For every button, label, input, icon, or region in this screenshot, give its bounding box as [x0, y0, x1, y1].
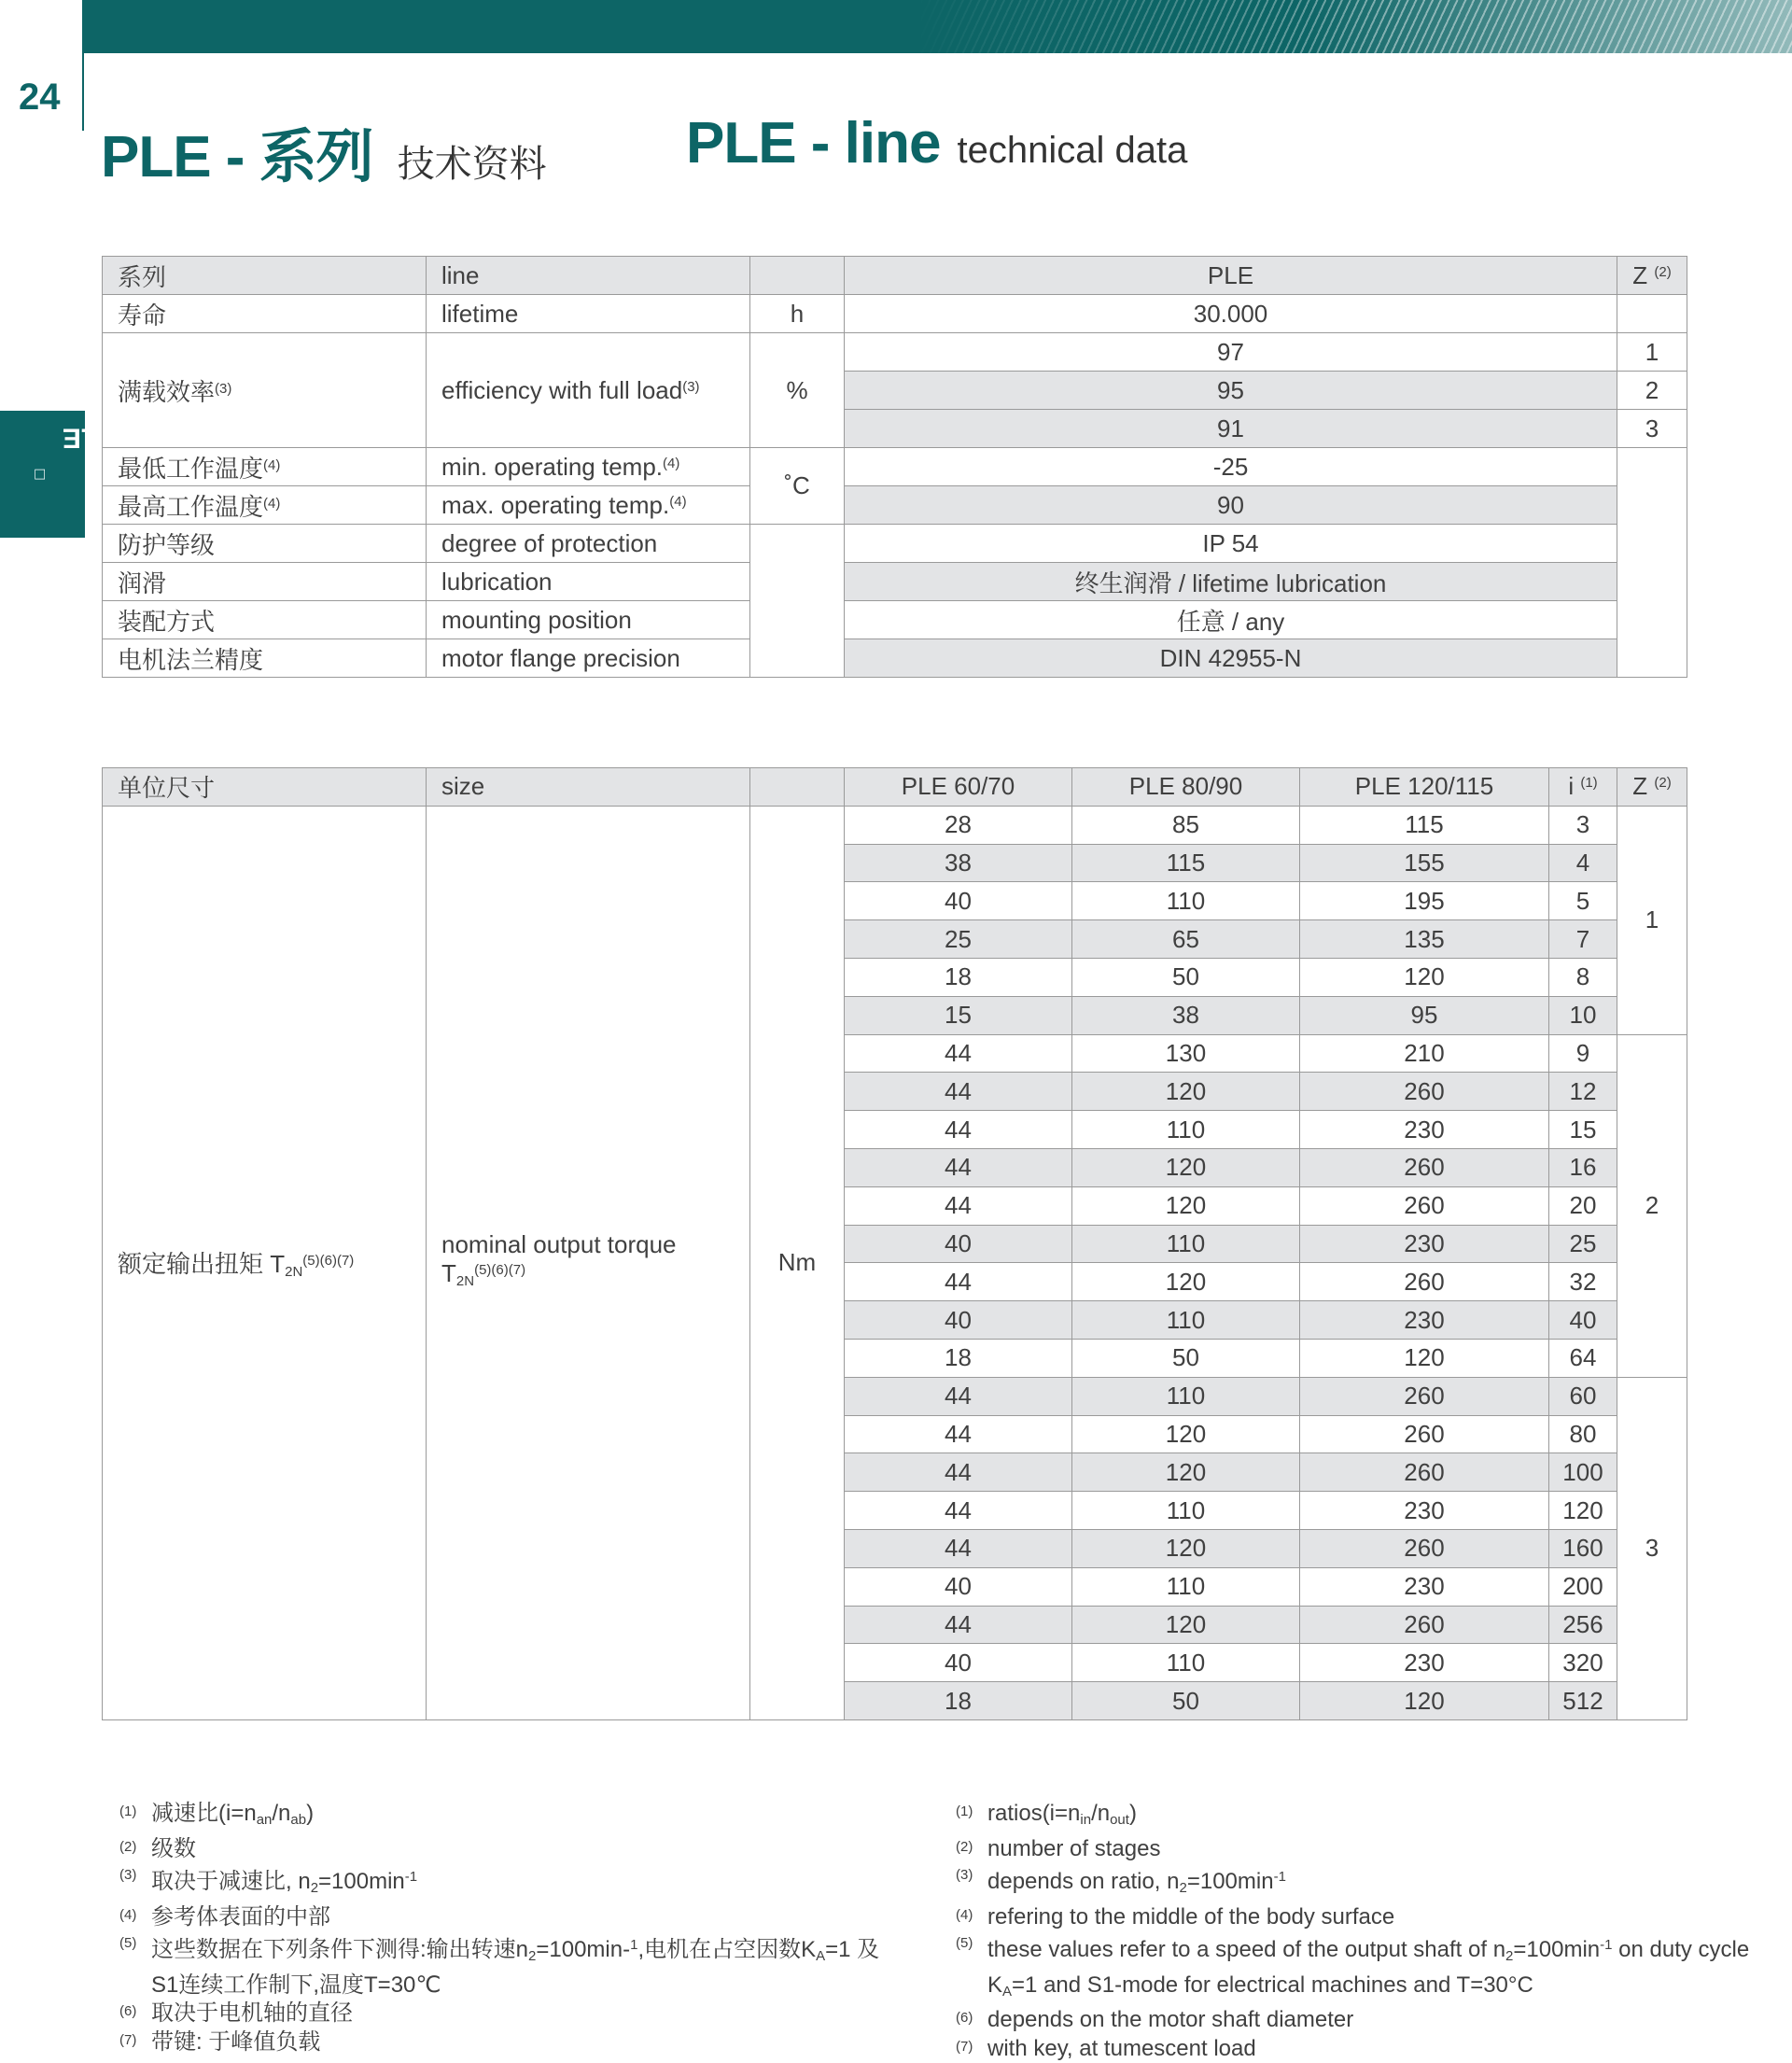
spec-header-cn: 系列: [103, 257, 427, 295]
torque-cell-ple80: 120: [1072, 1606, 1300, 1644]
torque-header-z: Z $^{(2)}$: [1617, 768, 1687, 807]
spec-cell-unit: [750, 525, 845, 678]
spec-cell-z: 1: [1617, 333, 1687, 372]
torque-cell-ple80: 110: [1072, 882, 1300, 920]
torque-header-i: i $^{(1)}$: [1549, 768, 1617, 807]
spec-cell-value: 终生润滑 / lifetime lubrication: [845, 563, 1617, 601]
torque-cell-ple60: 18: [845, 958, 1072, 996]
footnote: (1) 减速比$(i=n_{an}/n_{ab})$: [119, 1800, 894, 1835]
torque-cell-stages: 1: [1617, 806, 1687, 1034]
torque-cell-ple80: 120: [1072, 1148, 1300, 1186]
spec-cell-value: -25: [845, 448, 1617, 486]
footnotes-english: [956, 1800, 1777, 2063]
spec-header-z: Z $^{(2)}$: [1617, 257, 1687, 295]
torque-cell-ple80: 50: [1072, 1682, 1300, 1720]
spec-header-en: line: [427, 257, 750, 295]
torque-cell-ratio: 15: [1549, 1111, 1617, 1149]
torque-header-unit: [750, 768, 845, 807]
spec-row-min-temp: [103, 448, 1687, 486]
spec-cell-z: [1617, 295, 1687, 333]
spec-row-protection: [103, 525, 1687, 563]
torque-cell-ple60: 44: [845, 1492, 1072, 1530]
torque-cell-ratio: 80: [1549, 1415, 1617, 1453]
torque-cell-ple80: 110: [1072, 1377, 1300, 1415]
torque-cell-ple80: 65: [1072, 920, 1300, 959]
torque-cell-ple60: 44: [845, 1073, 1072, 1111]
torque-cell-ple120: 230: [1300, 1567, 1549, 1606]
side-tab-label: PLE □: [26, 470, 58, 480]
torque-cell-ple120: 195: [1300, 882, 1549, 920]
spec-row-lifetime: [103, 295, 1687, 333]
torque-cell-ple80: 110: [1072, 1492, 1300, 1530]
header-bar: [84, 0, 1792, 53]
footnote: (2) 级数: [119, 1835, 894, 1864]
footnote: (1) $ratios(i=n_{in}/n_{out})$: [956, 1800, 1777, 1835]
torque-cell-ple120: 260: [1300, 1186, 1549, 1225]
torque-cell-ratio: 3: [1549, 806, 1617, 844]
footnote: (3) 取决于减速比, $n_2=100\min^{-1}$: [119, 1863, 894, 1903]
torque-cell-ratio: 512: [1549, 1682, 1617, 1720]
torque-cell-ple60: 40: [845, 1301, 1072, 1340]
spec-cell-en: efficiency with full load$^{(3)}$: [427, 333, 750, 448]
torque-cell-ple120: 260: [1300, 1263, 1549, 1301]
torque-cell-ple120: 230: [1300, 1644, 1549, 1682]
torque-cell-ple80: 120: [1072, 1186, 1300, 1225]
spec-cell-value: DIN 42955-N: [845, 639, 1617, 678]
torque-header-ple60: PLE 60/70: [845, 768, 1072, 807]
torque-cell-ple80: 110: [1072, 1111, 1300, 1149]
footnote: (6) 取决于电机轴的直径: [119, 2000, 894, 2028]
footnote: (3) depends on ratio, $n_2=100\min^{-1}$: [956, 1863, 1777, 1903]
torque-label-en: nominal output torque $T_{2N}^{(5)(6)(7)}$: [427, 806, 750, 1719]
torque-cell-ple60: 40: [845, 882, 1072, 920]
torque-cell-ple60: 40: [845, 1644, 1072, 1682]
footnote: (5) these values refer to a speed of the output shaft of $n_2=100\min^{-1}$ on duty cycle $K_A=1$ and S1-mode for electrical machines and T=30°C: [956, 1931, 1777, 2006]
torque-cell-ple120: 260: [1300, 1377, 1549, 1415]
torque-cell-ratio: 12: [1549, 1073, 1617, 1111]
spec-cell-en: mounting position: [427, 601, 750, 639]
torque-cell-stages: 3: [1617, 1377, 1687, 1719]
torque-cell-ple60: 40: [845, 1567, 1072, 1606]
torque-cell-ratio: 7: [1549, 920, 1617, 959]
spec-cell-en: degree of protection: [427, 525, 750, 563]
spec-header-value: PLE: [845, 257, 1617, 295]
spec-cell-cn: 防护等级: [103, 525, 427, 563]
side-tab: [0, 411, 85, 538]
torque-cell-ple120: 95: [1300, 996, 1549, 1034]
torque-cell-ple80: 120: [1072, 1073, 1300, 1111]
torque-cell-ratio: 64: [1549, 1339, 1617, 1377]
spec-cell-en: lubrication: [427, 563, 750, 601]
spec-cell-cn: 最低工作温度$^{(4)}$: [103, 448, 427, 486]
torque-cell-ratio: 16: [1549, 1148, 1617, 1186]
spec-row-mounting: [103, 601, 1687, 639]
spec-cell-z: 3: [1617, 410, 1687, 448]
torque-cell-stages: 2: [1617, 1034, 1687, 1377]
footnote: (4) refering to the middle of the body surface: [956, 1903, 1777, 1932]
torque-cell-ple60: 18: [845, 1339, 1072, 1377]
torque-cell-ple120: 230: [1300, 1225, 1549, 1263]
torque-cell-ratio: 9: [1549, 1034, 1617, 1073]
spec-cell-cn: 装配方式: [103, 601, 427, 639]
torque-cell-ple60: 44: [845, 1415, 1072, 1453]
spec-cell-value: 97: [845, 333, 1617, 372]
torque-cell-ratio: 200: [1549, 1567, 1617, 1606]
torque-cell-ple80: 120: [1072, 1415, 1300, 1453]
torque-cell-ple120: 260: [1300, 1606, 1549, 1644]
spec-cell-value: 95: [845, 372, 1617, 410]
spec-cell-value: 91: [845, 410, 1617, 448]
spec-cell-value: 90: [845, 486, 1617, 525]
spec-cell-z: [1617, 448, 1687, 678]
torque-cell-ple80: 120: [1072, 1263, 1300, 1301]
page-number: 24: [19, 77, 61, 119]
torque-cell-ple120: 230: [1300, 1111, 1549, 1149]
spec-cell-unit: %: [750, 333, 845, 448]
title-cn-sub: 技术资料: [398, 144, 547, 185]
spec-cell-value: IP 54: [845, 525, 1617, 563]
footnote: (5) 这些数据在下列条件下测得:输出转速$n_2=100\min-^1$,电机在占空因数$K_A=1$ 及S1连续工作制下,温度T=30℃: [119, 1931, 894, 2000]
torque-header-ple120: PLE 120/115: [1300, 768, 1549, 807]
torque-cell-ple120: 135: [1300, 920, 1549, 959]
torque-cell-ratio: 20: [1549, 1186, 1617, 1225]
torque-cell-ratio: 40: [1549, 1301, 1617, 1340]
torque-cell-ratio: 8: [1549, 958, 1617, 996]
title-chinese: [101, 110, 547, 193]
spec-row-max-temp: [103, 486, 1687, 525]
spec-table: [102, 256, 1687, 678]
torque-cell-ple80: 110: [1072, 1567, 1300, 1606]
torque-cell-ple60: 15: [845, 996, 1072, 1034]
torque-cell-ple60: 40: [845, 1225, 1072, 1263]
footnotes-chinese: [119, 1800, 894, 2056]
torque-row: [103, 806, 1687, 844]
torque-cell-ratio: 4: [1549, 844, 1617, 882]
margin-rule: [82, 0, 84, 131]
torque-cell-ple60: 44: [845, 1148, 1072, 1186]
torque-cell-ple120: 260: [1300, 1148, 1549, 1186]
spec-cell-value: 任意 / any: [845, 601, 1617, 639]
spec-row-efficiency-1: [103, 333, 1687, 372]
torque-header-cn: 单位尺寸: [103, 768, 427, 807]
torque-cell-ple120: 115: [1300, 806, 1549, 844]
spec-header-row: [103, 257, 1687, 295]
spec-cell-z: 2: [1617, 372, 1687, 410]
torque-cell-ple80: 120: [1072, 1453, 1300, 1492]
spec-cell-en: lifetime: [427, 295, 750, 333]
torque-cell-ple80: 38: [1072, 996, 1300, 1034]
torque-cell-ple60: 28: [845, 806, 1072, 844]
spec-cell-unit: h: [750, 295, 845, 333]
torque-cell-ple60: 44: [845, 1377, 1072, 1415]
torque-cell-ple120: 230: [1300, 1301, 1549, 1340]
torque-cell-ple60: 44: [845, 1034, 1072, 1073]
torque-cell-ratio: 60: [1549, 1377, 1617, 1415]
spec-cell-en: max. operating temp.$^{(4)}$: [427, 486, 750, 525]
spec-cell-cn: 最高工作温度$^{(4)}$: [103, 486, 427, 525]
title-en-main: PLE - line: [686, 111, 940, 175]
torque-cell-ple60: 44: [845, 1186, 1072, 1225]
torque-cell-ple120: 260: [1300, 1073, 1549, 1111]
torque-header-row: [103, 768, 1687, 807]
spec-cell-value: 30.000: [845, 295, 1617, 333]
spec-cell-cn: 寿命: [103, 295, 427, 333]
title-en-sub: technical data: [957, 130, 1187, 171]
torque-cell-ratio: 256: [1549, 1606, 1617, 1644]
torque-cell-ratio: 5: [1549, 882, 1617, 920]
torque-cell-ple60: 25: [845, 920, 1072, 959]
header-fade: [1307, 0, 1792, 53]
spec-row-lubrication: [103, 563, 1687, 601]
torque-cell-ple60: 44: [845, 1606, 1072, 1644]
torque-cell-ratio: 10: [1549, 996, 1617, 1034]
torque-cell-ple60: 44: [845, 1529, 1072, 1567]
title-cn-main: PLE - 系列: [101, 125, 373, 189]
torque-cell-ple80: 120: [1072, 1529, 1300, 1567]
torque-cell-ratio: 120: [1549, 1492, 1617, 1530]
title-english: [686, 110, 1187, 176]
torque-cell-ple80: 50: [1072, 1339, 1300, 1377]
spec-cell-cn: 电机法兰精度: [103, 639, 427, 678]
torque-cell-ratio: 320: [1549, 1644, 1617, 1682]
torque-cell-ratio: 25: [1549, 1225, 1617, 1263]
footnote: (4) 参考体表面的中部: [119, 1903, 894, 1932]
torque-cell-ple80: 85: [1072, 806, 1300, 844]
torque-cell-ple80: 115: [1072, 844, 1300, 882]
torque-cell-ple120: 155: [1300, 844, 1549, 882]
torque-cell-ple120: 210: [1300, 1034, 1549, 1073]
torque-cell-ple80: 130: [1072, 1034, 1300, 1073]
torque-cell-ratio: 100: [1549, 1453, 1617, 1492]
torque-cell-ple120: 230: [1300, 1492, 1549, 1530]
torque-cell-ple120: 260: [1300, 1415, 1549, 1453]
torque-cell-ple80: 110: [1072, 1225, 1300, 1263]
torque-cell-ple120: 260: [1300, 1453, 1549, 1492]
spec-row-flange: [103, 639, 1687, 678]
torque-cell-ple80: 110: [1072, 1644, 1300, 1682]
spec-cell-cn: 满载效率$^{(3)}$: [103, 333, 427, 448]
spec-cell-cn: 润滑: [103, 563, 427, 601]
torque-cell-ratio: 160: [1549, 1529, 1617, 1567]
torque-label-cn: 额定输出扭矩 $T_{2N}^{(5)(6)(7)}$: [103, 806, 427, 1719]
footnote: (7) 带键: 于峰值负载: [119, 2028, 894, 2057]
torque-cell-ple120: 260: [1300, 1529, 1549, 1567]
torque-table: [102, 767, 1687, 1720]
footnote: (2) number of stages: [956, 1835, 1777, 1864]
torque-cell-ple60: 44: [845, 1111, 1072, 1149]
torque-cell-ple80: 50: [1072, 958, 1300, 996]
torque-cell-ple120: 120: [1300, 1682, 1549, 1720]
spec-cell-unit: ˚C: [750, 448, 845, 525]
torque-cell-ratio: 32: [1549, 1263, 1617, 1301]
torque-unit: Nm: [750, 806, 845, 1719]
footnote: (6) depends on the motor shaft diameter: [956, 2006, 1777, 2035]
spec-header-unit: [750, 257, 845, 295]
spec-cell-en: min. operating temp.$^{(4)}$: [427, 448, 750, 486]
footnote: (7) with key, at tumescent load: [956, 2035, 1777, 2063]
spec-cell-en: motor flange precision: [427, 639, 750, 678]
side-tab-mark: □: [30, 470, 49, 480]
torque-cell-ple120: 120: [1300, 1339, 1549, 1377]
torque-cell-ple80: 110: [1072, 1301, 1300, 1340]
torque-cell-ple120: 120: [1300, 958, 1549, 996]
torque-cell-ple60: 44: [845, 1263, 1072, 1301]
torque-cell-ple60: 18: [845, 1682, 1072, 1720]
torque-cell-ple60: 44: [845, 1453, 1072, 1492]
torque-cell-ple60: 38: [845, 844, 1072, 882]
torque-header-en: size: [427, 768, 750, 807]
torque-header-ple80: PLE 80/90: [1072, 768, 1300, 807]
